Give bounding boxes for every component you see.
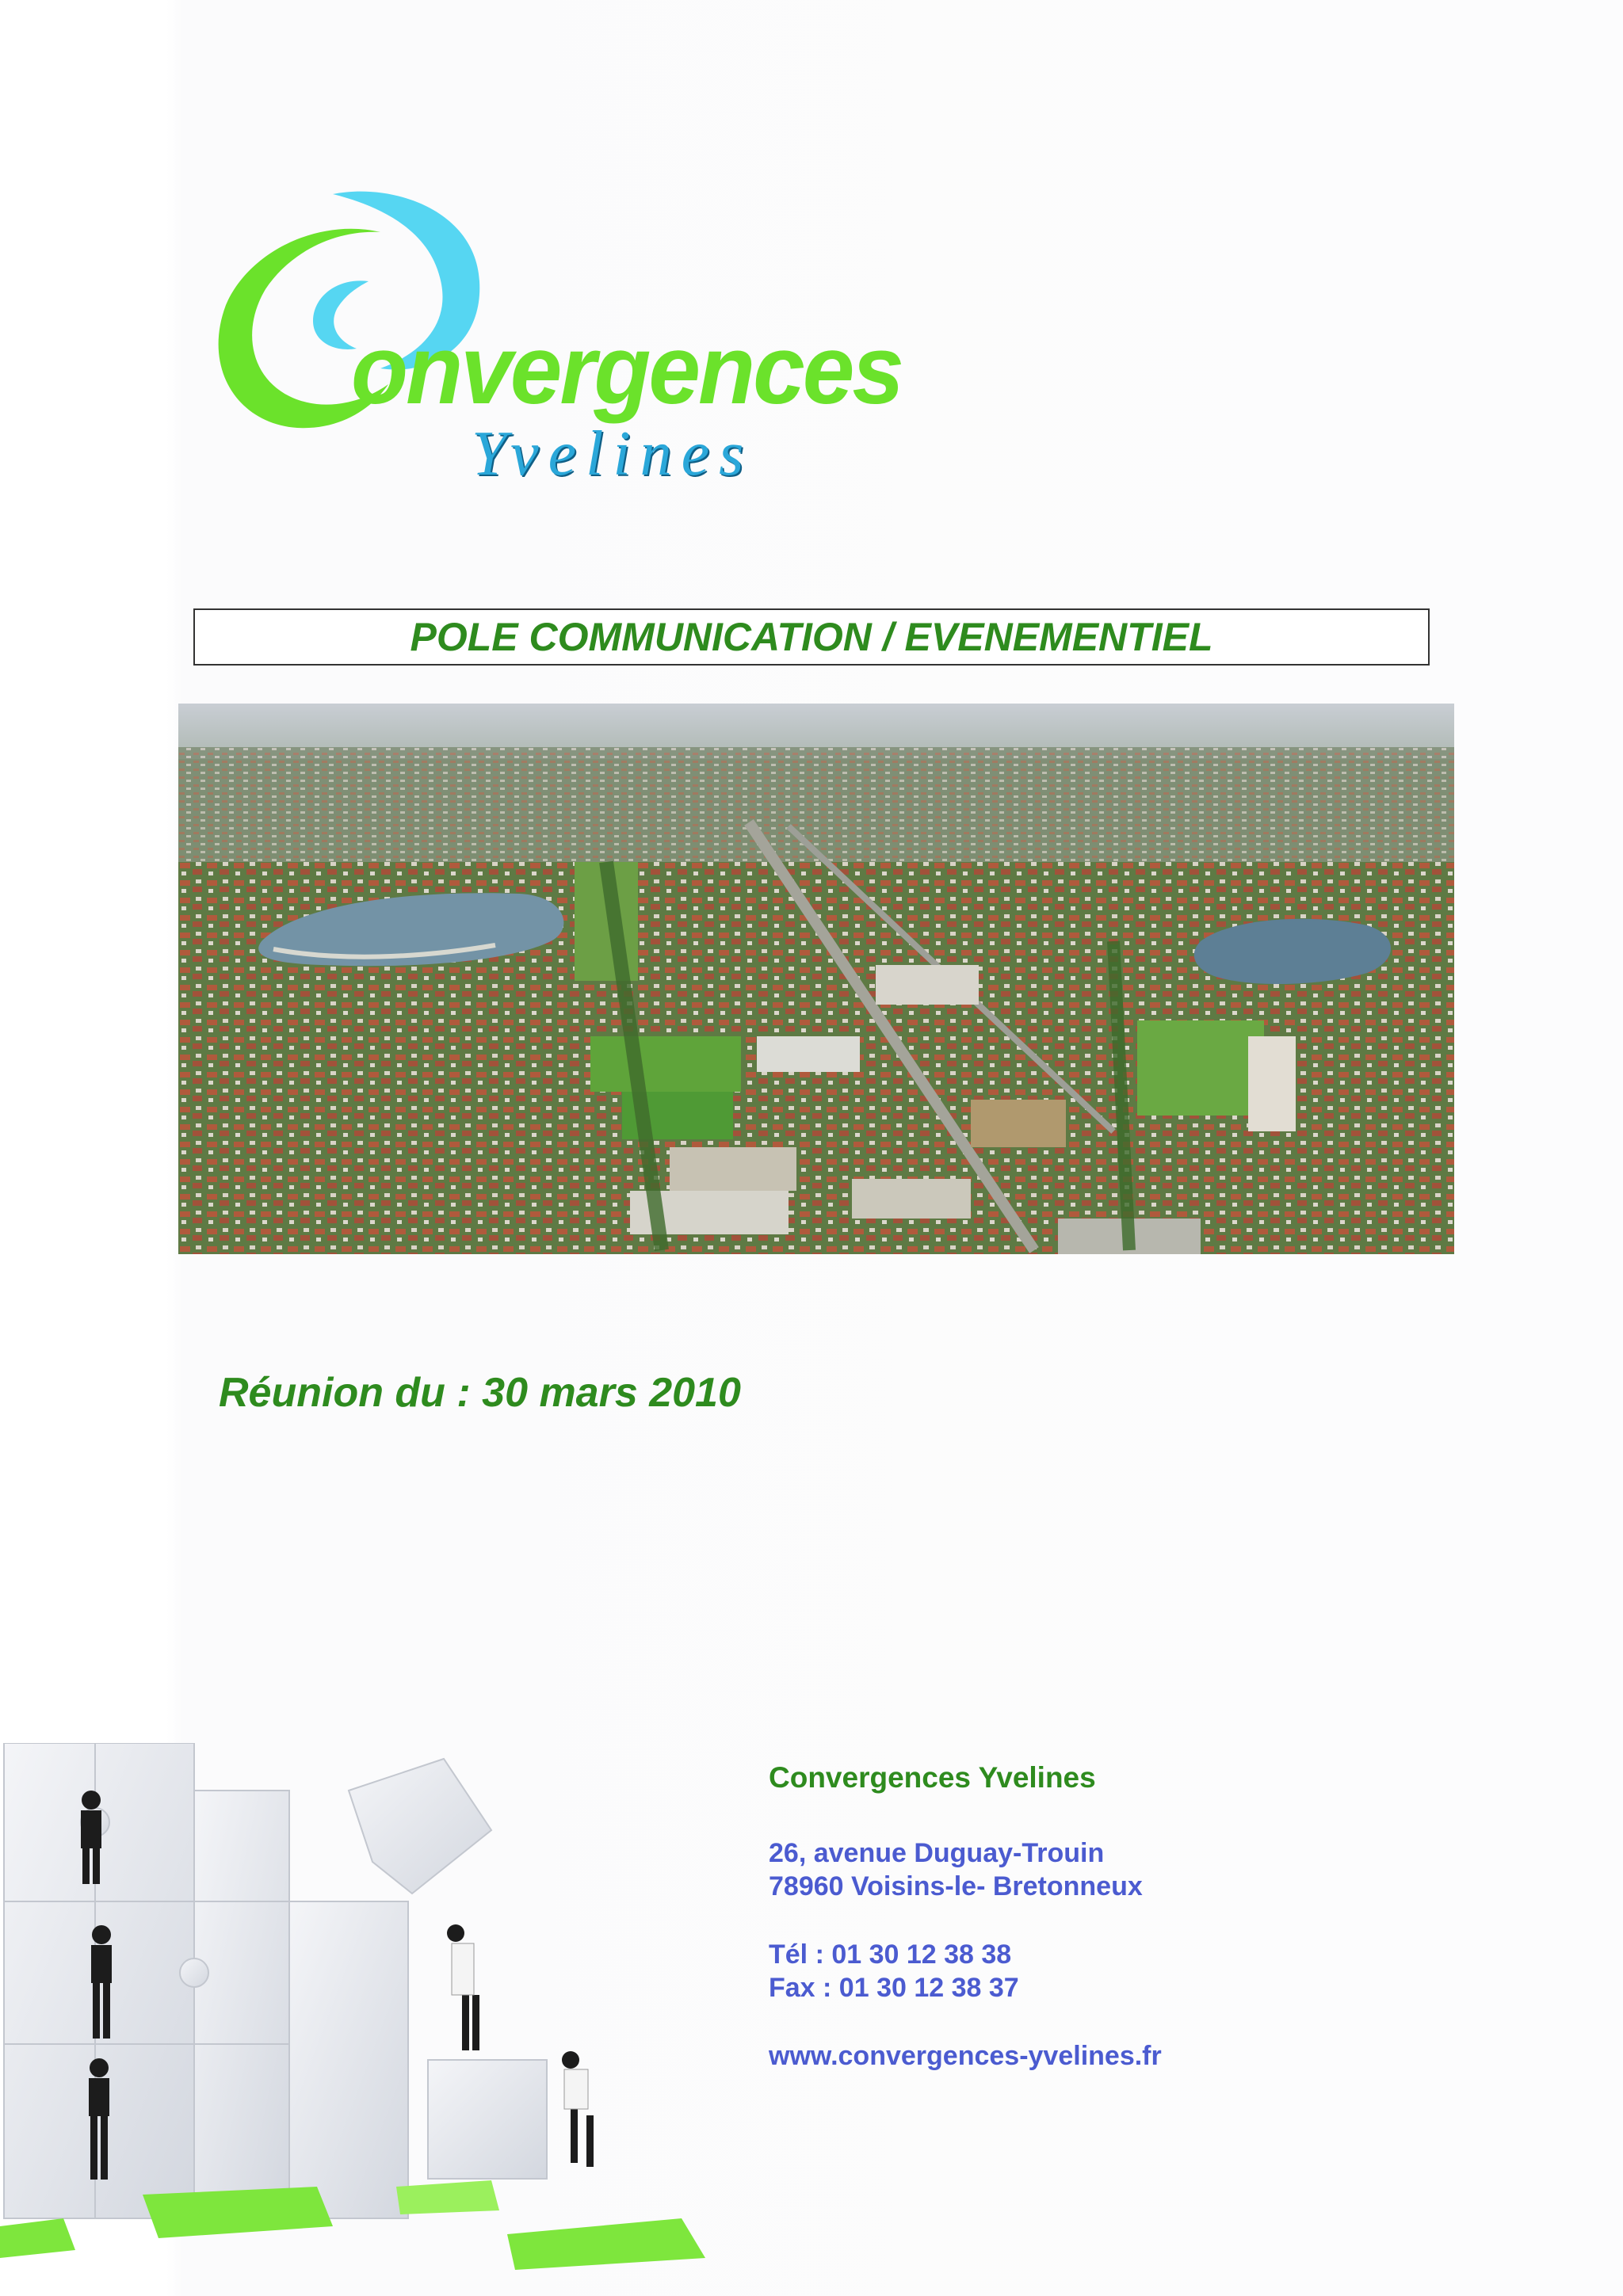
contact-address-line-2: 78960 Voisins-le- Bretonneux: [769, 1871, 1143, 1901]
section-title: POLE COMMUNICATION / EVENEMENTIEL: [410, 615, 1213, 659]
contact-address-line-1: 26, avenue Duguay-Trouin: [769, 1838, 1105, 1868]
contact-fax: Fax : 01 30 12 38 37: [769, 1973, 1019, 2003]
contact-phone: Tél : 01 30 12 38 38: [769, 1939, 1012, 1970]
meeting-date: Réunion du : 30 mars 2010: [219, 1370, 741, 1416]
logo-word-convergences: onvergences: [351, 315, 902, 425]
contact-organization: Convergences Yvelines: [769, 1761, 1096, 1794]
logo-word-yvelines: Yvelines: [472, 419, 754, 489]
section-title-box: [193, 608, 1430, 666]
contact-block: [769, 1760, 1162, 2073]
contact-website-link[interactable]: www.convergences-yvelines.fr: [769, 2041, 1162, 2071]
aerial-city-photo: [178, 704, 1454, 1254]
puzzle-illustration: [0, 1743, 749, 2282]
convergences-yvelines-logo: [202, 186, 902, 503]
